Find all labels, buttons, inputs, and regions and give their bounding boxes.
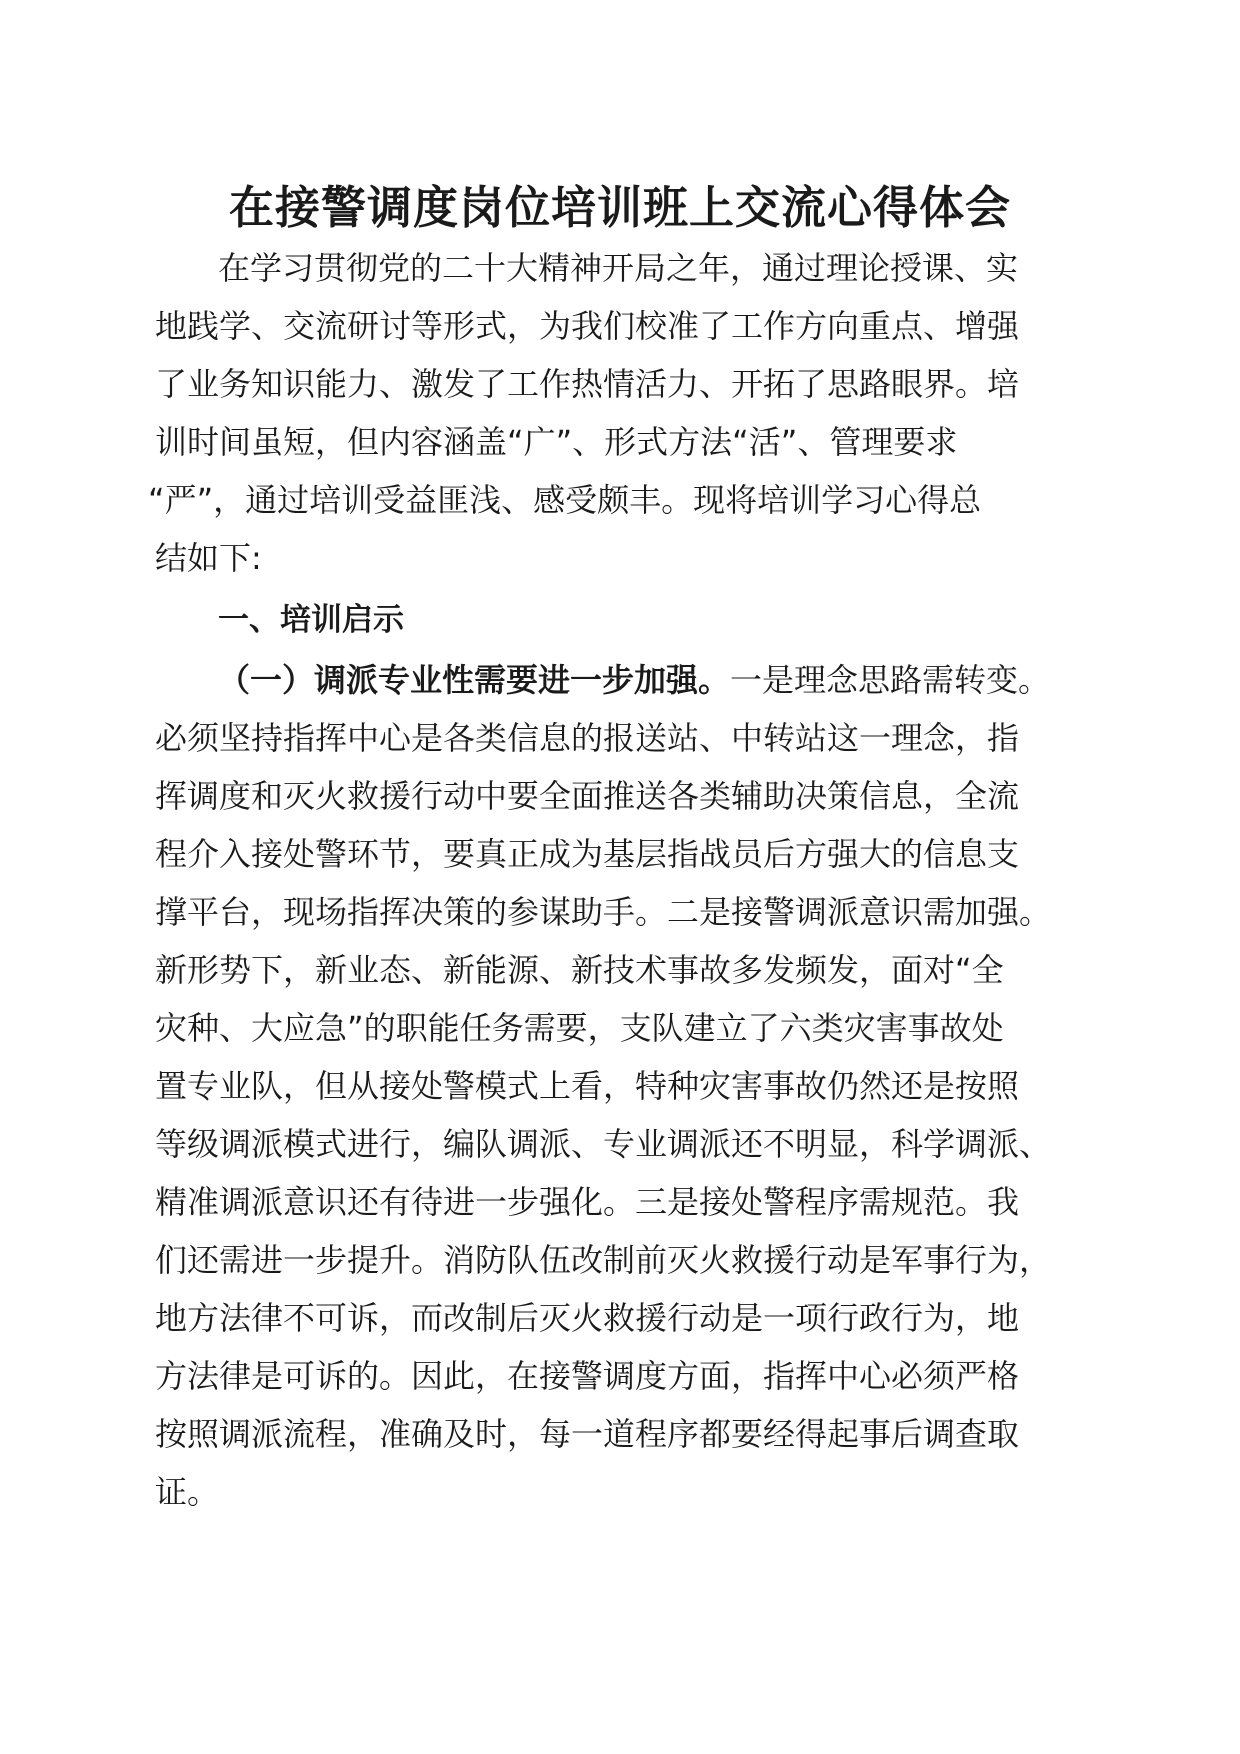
section-heading: 一、培训启示 <box>218 602 404 638</box>
body-line: 撑平台，现场指挥决策的参谋助手。二是接警调派意识需加强。 <box>155 893 1052 931</box>
body-line: 灾种、大应急”的职能任务需要，支队建立了六类灾害事故处 <box>155 1009 1004 1047</box>
body-line: 地方法律不可诉，而改制后灭火救援行动是一项行政行为，地 <box>155 1299 1020 1337</box>
body-line: 方法律是可诉的。因此，在接警调度方面，指挥中心必须严格 <box>155 1357 1020 1395</box>
intro-line: “严”，通过培训受益匪浅、感受颇丰。现将培训学习心得总 <box>148 481 982 519</box>
intro-line: 了业务知识能力、激发了工作热情活力、开拓了思路眼界。培 <box>155 365 1020 403</box>
body-line: 必须坚持指挥中心是各类信息的报送站、中转站这一理念，指 <box>155 719 1020 757</box>
intro-line: 训时间虽短，但内容涵盖“广”、形式方法“活”、管理要求 <box>155 423 958 461</box>
subsection-first-line-text: 一是理念思路需转变。 <box>730 661 1051 699</box>
intro-line: 地践学、交流研讨等形式，为我们校准了工作方向重点、增强 <box>155 307 1020 345</box>
body-line: 按照调派流程，准确及时，每一道程序都要经得起事后调查取 <box>155 1415 1020 1453</box>
intro-line: 在学习贯彻党的二十大精神开局之年，通过理论授课、实 <box>218 249 1019 287</box>
body-line: 们还需进一步提升。消防队伍改制前灭火救援行动是军事行为， <box>155 1241 1052 1279</box>
body-line: 置专业队，但从接处警模式上看，特种灾害事故仍然还是按照 <box>155 1067 1020 1105</box>
body-line: 等级调派模式进行，编队调派、专业调派还不明显，科学调派、 <box>155 1125 1052 1163</box>
body-line: 证。 <box>155 1473 220 1511</box>
body-line: 新形势下，新业态、新能源、新技术事故多发频发，面对“全 <box>155 951 1004 989</box>
body-line: 挥调度和灭火救援行动中要全面推送各类辅助决策信息，全流 <box>155 777 1020 815</box>
subsection-heading: （一）调派专业性需要进一步加强。 <box>218 661 731 699</box>
intro-line: 结如下: <box>155 539 262 577</box>
body-line: 精准调派意识还有待进一步强化。三是接处警程序需规范。我 <box>155 1183 1020 1221</box>
body-line: 程介入接处警环节，要真正成为基层指战员后方强大的信息支 <box>155 835 1020 873</box>
subsection-first-line <box>218 652 1050 708</box>
document-title: 在接警调度岗位培训班上交流心得体会 <box>228 181 1011 234</box>
